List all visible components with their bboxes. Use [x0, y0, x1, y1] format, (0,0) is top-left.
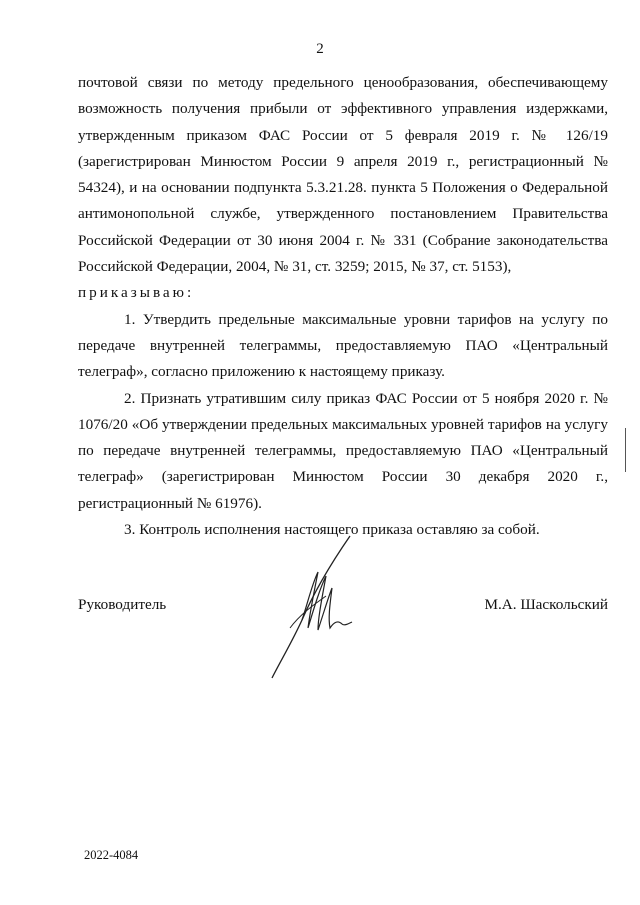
signatory-name: М.А. Шаскольский	[484, 596, 608, 613]
signatory-title: Руководитель	[78, 596, 167, 613]
paragraph-item-3: 3. Контроль исполнения настоящего приказа оставляю за собой.	[124, 521, 540, 539]
paragraph-item-1: 1. Утвердить предельные максимальные уровни тарифов на услугу по передаче внутренней телеграммы, предоставляемую ПАО «Центральный телеграф», согласно приложению к настоящему приказу.	[78, 310, 608, 381]
paragraph-order-word: приказываю:	[78, 284, 195, 302]
handwritten-signature	[262, 532, 372, 682]
paragraph-item-2: 2. Признать утратившим силу приказ ФАС России от 5 ноября 2020 г. № 1076/20 «Об утверждении предельных максимальных уровней тарифов на услугу по передаче внутренней телеграммы, предоставляемую ПАО «Центральный телеграф» (зарегистрирован Минюстом России 30 декабря 2020 г., регистрационный № 61976).	[78, 389, 608, 512]
paragraph-legal-basis: почтовой связи по методу предельного ценообразования, обеспечивающему возможность получения прибыли от эффективного управления издержками, утвержденным приказом ФАС России от 5 февраля 2019 г. № 126/19 (зарегистрирован Минюстом России 9 апреля 2019 г., регистрационный № 54324), и на основании подпункта 5.3.21.28. пункта 5 Положения о Федеральной антимонопольной службе, утвержденного постановлением Правительства Российской Федерации от 30 июня 2004 г. № 331 (Собрание законодательства Российской Федерации, 2004, № 31, ст. 3259; 2015, № 37, ст. 5153),	[78, 74, 608, 276]
document-code: 2022-4084	[84, 848, 139, 862]
page-number: 2	[316, 41, 324, 57]
scan-edge-mark	[625, 428, 626, 472]
document-body	[78, 70, 608, 543]
